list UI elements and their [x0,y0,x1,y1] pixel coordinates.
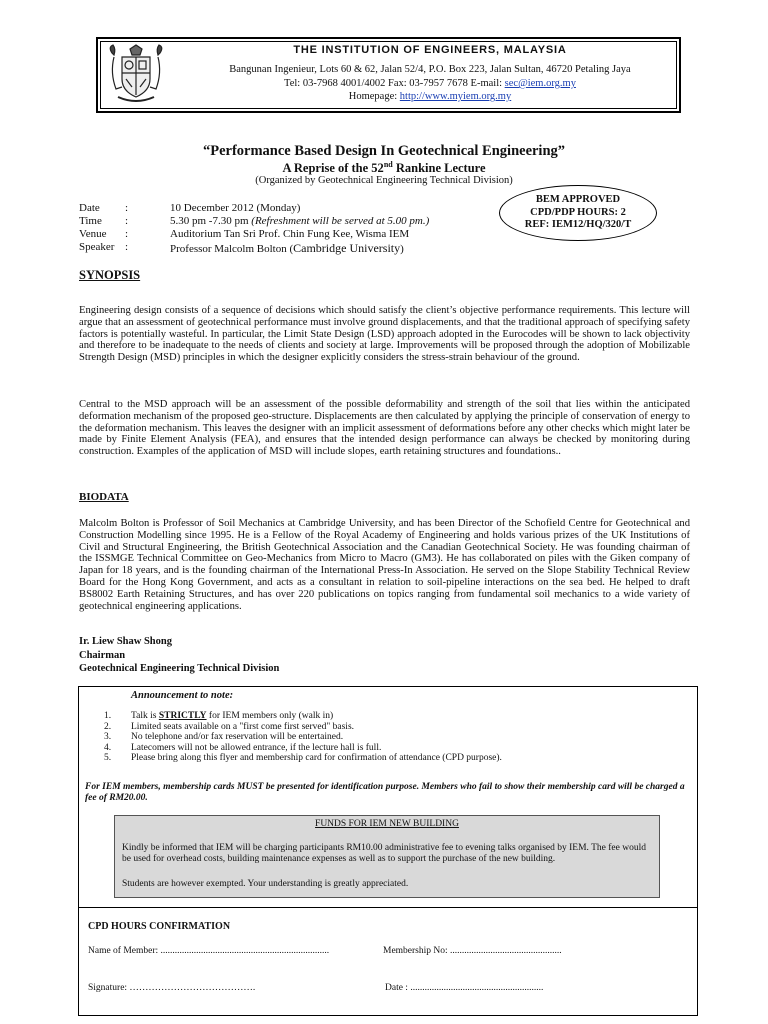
member-name-field[interactable]: Name of Member: ....................................................................... [88,946,330,956]
membership-number-field[interactable]: Membership No: ............................................... [383,946,562,956]
homepage-line: Homepage: http://www.myiem.org.my [348,91,512,102]
event-title: “Performance Based Design In Geotechnical Engineering” [202,143,566,159]
biodata-heading: BIODATA [79,491,129,503]
event-subtitle: A Reprise of the 52nd Rankine Lecture [282,160,486,176]
list-item: 1. Talk is STRICTLY for IEM members only (walk in) [104,711,334,721]
biodata-paragraph: Malcolm Bolton is Professor of Soil Mechanics at Cambridge University, and has been Director of the Schofield Centre for Geotechnical and Construction Modelling since 1995. He is a Fellow of the Royal Academy of Engineering and holds various prizes of the UK Institutions of Civil and Structural Engineering, the British Geotechnical Association and the Canadian Geotechnical Society. He was founding chairman of the ISSMGE Technical Committee on Geo-Mechanics from Micro to Macro (GM3). He has collaborated on piles with the Giken company of Japan for 18 years, and is the founding chairman of the International Press-In Association. He served on the Slope Stability Technical Review Board for the Hong Kong Government, and acts as a consultant in relation to soil-pipeline interactions on the sea bed. He helped to draft BS8002 Earth Retaining Structures, and has over 220 publications on topics ranging from fundamental soil mechanics to a wide variety of geotechnical engineering applications. [79,518,690,612]
synopsis-paragraph-2: Central to the MSD approach will be an assessment of the possible deformability and strength of the soil that lies within the anticipated deformation mechanism of the proposed geo-structure. Displacements are then calculated by applying the principle of conservation of energy to the deformation mechanism. This leaves the designer with an implicit assessment of deformations before any other checks which might later be made by Finite Element Analysis (FEA), and ensures that the intended design performance can always be checked by monitoring during construction. Examples of the application of MSD will include slopes, earth retaining structures and foundations.. [79,399,690,458]
list-item: 2. Limited seats available on a "first come first served" basis. [104,721,355,732]
date-field[interactable]: Date : ........................................................ [385,983,544,993]
signatory-role: Chairman [79,650,126,661]
organizer-note: (Organized by Geotechnical Engineering Technical Division) [255,175,513,186]
contact-line: Tel: 03-7968 4001/4002 Fax: 03-7957 7678 E-mail: sec@iem.org.my [284,78,576,89]
iem-crest-logo [104,43,168,105]
institution-name: THE INSTITUTION OF ENGINEERS, MALAYSIA [293,44,567,56]
signatory-division: Geotechnical Engineering Technical Division [79,663,280,674]
announcement-list [104,711,502,764]
list-item: 3. No telephone and/or fax reservation will be entertained. [104,732,344,743]
signatory-name: Ir. Liew Shaw Shong [79,636,172,647]
list-item: 5. Please bring along this flyer and membership card for confirmation of attendance (CPD purpose). [104,753,502,764]
list-item: 4. Latecomers will not be allowed entrance, if the lecture hall is full. [104,742,382,753]
synopsis-heading: SYNOPSIS [79,268,141,282]
homepage-link[interactable]: http://www.myiem.org.my [399,91,512,102]
signature-field[interactable]: Signature: …………………………………. [88,983,256,993]
synopsis-paragraph-1: Engineering design consists of a sequence of decisions which should satisfy the client’s objective performance requirements. This lecture will argue that an assessment of geotechnical performance must involve ground displacements, and that the traditional approach of specifying safety factors is potentially wasteful. In particular, the Limit State Design (LSD) approach adopted in the Eurocodes will be shown to lack objectivity and therefore to be inadequate to the needs of clients and society at large. Improvements will be proposed through the adoption of Mobilizable Strength Design (MSD) principles in which the designer explicitly considers the stress-strain behaviour of the ground. [79,305,690,364]
funds-title: FUNDS FOR IEM NEW BUILDING [315,819,459,829]
membership-warning: For IEM members, membership cards MUST be presented for identification purpose. Members who fail to show their membership card will be charged a fee of RM20.00. [85,782,685,804]
funds-exemption: Students are however exempted. Your understanding is greatly appreciated. [122,879,409,889]
email-link[interactable]: sec@iem.org.my [504,78,576,89]
funds-text: Kindly be informed that IEM will be charging participants RM10.00 administrative fee to evening talks organised by IEM. The fee would be used for overhead costs, building maintenance expenses as well as to support the purchase of the new building. [122,843,646,864]
address-line: Bangunan Ingenieur, Lots 60 & 62, Jalan 52/4, P.O. Box 223, Jalan Sultan, 46720 Petaling Jaya [229,64,631,75]
bem-approved-badge: BEM APPROVED CPD/PDP HOURS: 2 REF: IEM12/HQ/320/T [499,185,657,241]
cpd-title: CPD HOURS CONFIRMATION [88,921,231,932]
announcement-title: Announcement to note: [131,690,234,701]
